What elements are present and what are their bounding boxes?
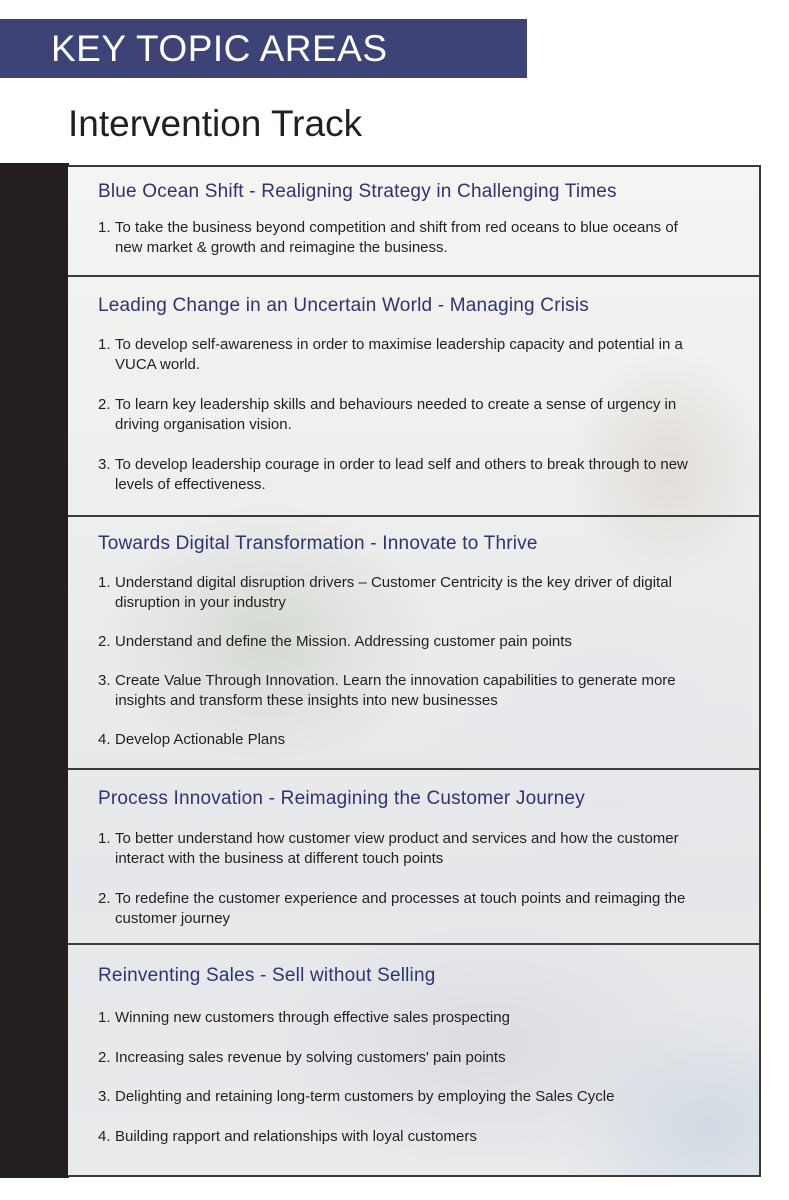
banner-title: KEY TOPIC AREAS — [51, 28, 388, 69]
item-number: 3. — [98, 456, 111, 473]
list-item — [98, 1087, 698, 1107]
list-item — [98, 829, 698, 869]
item-text: Develop Actionable Plans — [115, 731, 286, 748]
list-item — [98, 632, 698, 652]
item-text: To better understand how customer view product and services and how the customer interact with the business at different touch points — [115, 830, 679, 867]
item-number: 4. — [98, 1128, 111, 1145]
item-text: To learn key leadership skills and behaviours needed to create a sense of urgency in driving organisation vision. — [115, 396, 677, 433]
list-item — [98, 573, 698, 613]
item-number: 4. — [98, 731, 111, 748]
item-text: Winning new customers through effective sales prospecting — [115, 1009, 510, 1026]
item-number: 1. — [98, 574, 111, 591]
list-item — [98, 395, 698, 435]
topic-section-process-innovation — [68, 768, 759, 943]
item-number: 2. — [98, 1049, 111, 1066]
list-item — [98, 455, 698, 495]
item-text: To redefine the customer experience and processes at touch points and reimaging the customer journey — [115, 890, 686, 927]
item-text: Create Value Through Innovation. Learn the innovation capabilities to generate more insights and transform these insights into new businesses — [115, 672, 676, 709]
section-heading: Blue Ocean Shift - Realigning Strategy in Challenging Times — [98, 181, 617, 202]
list-item — [98, 218, 698, 258]
section-heading: Process Innovation - Reimagining the Customer Journey — [98, 788, 585, 809]
topic-section-blue-ocean — [68, 167, 759, 275]
list-item — [98, 1048, 698, 1068]
item-text: Building rapport and relationships with loyal customers — [115, 1128, 477, 1145]
item-text: To develop self-awareness in order to maximise leadership capacity and potential in a VUCA world. — [115, 336, 683, 373]
list-item — [98, 671, 698, 711]
item-number: 2. — [98, 890, 111, 907]
item-text: Understand digital disruption drivers – Customer Centricity is the key driver of digital disruption in your industry — [115, 574, 672, 611]
item-text: To take the business beyond competition and shift from red oceans to blue oceans of new market & growth and reimagine the business. — [115, 219, 678, 256]
item-number: 1. — [98, 219, 111, 236]
item-number: 3. — [98, 672, 111, 689]
item-number: 3. — [98, 1088, 111, 1105]
section-heading: Reinventing Sales - Sell without Selling — [98, 965, 436, 986]
item-text: To develop leadership courage in order to lead self and others to break through to new levels of effectiveness. — [115, 456, 688, 493]
item-number: 2. — [98, 396, 111, 413]
list-item — [98, 1127, 698, 1147]
item-number: 1. — [98, 336, 111, 353]
item-number: 1. — [98, 1009, 111, 1026]
list-item — [98, 335, 698, 375]
section-heading: Leading Change in an Uncertain World - Managing Crisis — [98, 295, 589, 316]
list-item — [98, 730, 698, 750]
topic-section-digital-transformation — [68, 515, 759, 768]
list-item — [98, 1008, 698, 1028]
topic-section-reinventing-sales — [68, 943, 759, 1177]
item-number: 2. — [98, 633, 111, 650]
topics-panel — [68, 165, 761, 1177]
item-number: 1. — [98, 830, 111, 847]
item-text: Delighting and retaining long-term customers by employing the Sales Cycle — [115, 1088, 615, 1105]
list-item — [98, 889, 698, 929]
page-title: Intervention Track — [68, 103, 363, 144]
topic-section-leading-change — [68, 275, 759, 515]
section-heading: Towards Digital Transformation - Innovate to Thrive — [98, 533, 538, 554]
side-bar — [0, 163, 69, 1178]
item-text: Increasing sales revenue by solving customers' pain points — [115, 1049, 506, 1066]
item-text: Understand and define the Mission. Addressing customer pain points — [115, 633, 572, 650]
key-topic-areas-banner — [0, 19, 527, 78]
